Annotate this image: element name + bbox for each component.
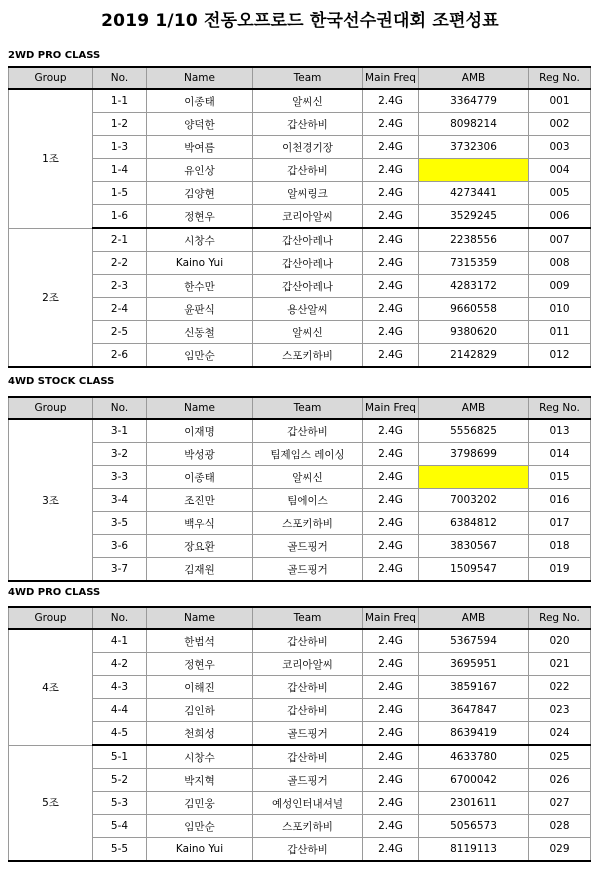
amb-cell: 7003202 [419,489,529,512]
team-cell: 알씨신 [253,321,363,344]
table-row [9,535,591,558]
no-cell: 5-4 [93,815,147,838]
reg-no-cell: 024 [529,722,591,746]
no-cell: 3-4 [93,489,147,512]
name-cell: Kaino Yui [147,252,253,275]
reg-no-cell: 001 [529,89,591,113]
amb-cell: 9660558 [419,298,529,321]
main-freq-cell: 2.4G [363,745,419,769]
reg-no-cell: 009 [529,275,591,298]
team-cell: 골드핑거 [253,558,363,582]
no-cell: 4-4 [93,699,147,722]
column-header-group: Group [9,397,93,419]
team-cell: 알씨신 [253,89,363,113]
amb-cell: 5556825 [419,419,529,443]
header-row [9,67,591,89]
table-row [9,558,591,582]
reg-no-cell: 005 [529,182,591,205]
main-freq-cell: 2.4G [363,489,419,512]
no-cell: 4-1 [93,629,147,653]
class-table [8,396,591,582]
group-cell: 3조 [9,419,93,581]
no-cell: 3-7 [93,558,147,582]
table-row [9,275,591,298]
amb-cell: 3529245 [419,205,529,229]
table-row [9,89,591,113]
table-row [9,489,591,512]
name-cell: 임만순 [147,344,253,368]
reg-no-cell: 010 [529,298,591,321]
table-row [9,815,591,838]
reg-no-cell: 023 [529,699,591,722]
no-cell: 2-3 [93,275,147,298]
reg-no-cell: 029 [529,838,591,862]
amb-cell: 2238556 [419,228,529,252]
group-cell: 4조 [9,629,93,745]
team-cell: 갑산하비 [253,676,363,699]
no-cell: 1-2 [93,113,147,136]
no-cell: 4-3 [93,676,147,699]
table-row [9,159,591,182]
table-row [9,228,591,252]
amb-cell: 4283172 [419,275,529,298]
main-freq-cell: 2.4G [363,182,419,205]
team-cell: 갑산아레나 [253,275,363,298]
no-cell: 5-1 [93,745,147,769]
amb-cell: 3798699 [419,443,529,466]
name-cell: 시창수 [147,745,253,769]
reg-no-cell: 013 [529,419,591,443]
table-row [9,512,591,535]
table-row [9,699,591,722]
column-header-amb: AMB [419,607,529,629]
main-freq-cell: 2.4G [363,344,419,368]
main-freq-cell: 2.4G [363,228,419,252]
class-label: 2WD PRO CLASS [8,50,101,61]
name-cell: 한수만 [147,275,253,298]
main-freq-cell: 2.4G [363,89,419,113]
table-row [9,466,591,489]
main-freq-cell: 2.4G [363,815,419,838]
main-freq-cell: 2.4G [363,205,419,229]
reg-no-cell: 026 [529,769,591,792]
no-cell: 2-2 [93,252,147,275]
group-cell: 5조 [9,745,93,861]
table-row [9,676,591,699]
no-cell: 2-1 [93,228,147,252]
amb-cell: 7315359 [419,252,529,275]
main-freq-cell: 2.4G [363,321,419,344]
name-cell: 이종태 [147,89,253,113]
column-header-name: Name [147,397,253,419]
team-cell: 알씨링크 [253,182,363,205]
name-cell: 김민웅 [147,792,253,815]
table-row [9,629,591,653]
name-cell: 박성광 [147,443,253,466]
table-row [9,838,591,862]
column-header-team: Team [253,607,363,629]
header-row [9,397,591,419]
reg-no-cell: 027 [529,792,591,815]
no-cell: 3-6 [93,535,147,558]
team-cell: 갑산하비 [253,419,363,443]
amb-cell: 9380620 [419,321,529,344]
amb-cell: 3830567 [419,535,529,558]
reg-no-cell: 025 [529,745,591,769]
header-row [9,607,591,629]
reg-no-cell: 020 [529,629,591,653]
column-header-team: Team [253,397,363,419]
amb-cell [419,159,529,182]
name-cell: 백우식 [147,512,253,535]
table-row [9,113,591,136]
amb-cell: 5056573 [419,815,529,838]
team-cell: 알씨신 [253,466,363,489]
table-row [9,205,591,229]
name-cell: 정현우 [147,205,253,229]
amb-cell: 8098214 [419,113,529,136]
table-row [9,443,591,466]
name-cell: 임만순 [147,815,253,838]
amb-cell: 3859167 [419,676,529,699]
name-cell: 윤판식 [147,298,253,321]
class-label: 4WD STOCK CLASS [8,376,115,387]
no-cell: 5-2 [93,769,147,792]
team-cell: 팀제임스 레이싱 [253,443,363,466]
team-cell: 갑산하비 [253,745,363,769]
reg-no-cell: 017 [529,512,591,535]
main-freq-cell: 2.4G [363,676,419,699]
main-freq-cell: 2.4G [363,466,419,489]
reg-no-cell: 006 [529,205,591,229]
main-freq-cell: 2.4G [363,252,419,275]
column-header-group: Group [9,67,93,89]
team-cell: 갑산하비 [253,113,363,136]
main-freq-cell: 2.4G [363,535,419,558]
column-header-amb: AMB [419,67,529,89]
main-freq-cell: 2.4G [363,629,419,653]
column-header-name: Name [147,67,253,89]
reg-no-cell: 021 [529,653,591,676]
main-freq-cell: 2.4G [363,275,419,298]
main-freq-cell: 2.4G [363,159,419,182]
table-row [9,769,591,792]
no-cell: 2-4 [93,298,147,321]
no-cell: 3-5 [93,512,147,535]
column-header-amb: AMB [419,397,529,419]
name-cell: 박지혁 [147,769,253,792]
amb-cell: 1509547 [419,558,529,582]
reg-no-cell: 008 [529,252,591,275]
reg-no-cell: 015 [529,466,591,489]
main-freq-cell: 2.4G [363,113,419,136]
name-cell: 조진만 [147,489,253,512]
main-freq-cell: 2.4G [363,838,419,862]
column-header-main-freq: Main Freq [363,397,419,419]
name-cell: 박여름 [147,136,253,159]
reg-no-cell: 022 [529,676,591,699]
reg-no-cell: 002 [529,113,591,136]
main-freq-cell: 2.4G [363,722,419,746]
name-cell: 이재명 [147,419,253,443]
team-cell: 코리아알씨 [253,205,363,229]
main-freq-cell: 2.4G [363,699,419,722]
amb-cell: 3364779 [419,89,529,113]
no-cell: 2-5 [93,321,147,344]
name-cell: 유인상 [147,159,253,182]
no-cell: 3-3 [93,466,147,489]
table-row [9,792,591,815]
name-cell: 장요환 [147,535,253,558]
no-cell: 1-6 [93,205,147,229]
name-cell: Kaino Yui [147,838,253,862]
column-header-name: Name [147,607,253,629]
team-cell: 팀에이스 [253,489,363,512]
amb-cell [419,466,529,489]
table-row [9,298,591,321]
team-cell: 골드핑거 [253,722,363,746]
column-header-reg-no: Reg No. [529,67,591,89]
reg-no-cell: 004 [529,159,591,182]
no-cell: 3-2 [93,443,147,466]
class-label: 4WD PRO CLASS [8,587,101,598]
team-cell: 갑산하비 [253,629,363,653]
name-cell: 시창수 [147,228,253,252]
team-cell: 스포키하비 [253,344,363,368]
no-cell: 5-5 [93,838,147,862]
column-header-no: No. [93,607,147,629]
name-cell: 한범석 [147,629,253,653]
team-cell: 이천경기장 [253,136,363,159]
table-row [9,344,591,368]
no-cell: 3-1 [93,419,147,443]
amb-cell: 4633780 [419,745,529,769]
team-cell: 골드핑거 [253,769,363,792]
team-cell: 예성인터내셔널 [253,792,363,815]
name-cell: 신동철 [147,321,253,344]
name-cell: 김재원 [147,558,253,582]
no-cell: 4-5 [93,722,147,746]
team-cell: 갑산하비 [253,838,363,862]
amb-cell: 2301611 [419,792,529,815]
class-table [8,66,591,368]
name-cell: 천희성 [147,722,253,746]
name-cell: 이해진 [147,676,253,699]
team-cell: 갑산하비 [253,699,363,722]
main-freq-cell: 2.4G [363,136,419,159]
amb-cell: 8119113 [419,838,529,862]
main-freq-cell: 2.4G [363,512,419,535]
table-row [9,745,591,769]
no-cell: 1-5 [93,182,147,205]
column-header-reg-no: Reg No. [529,397,591,419]
column-header-main-freq: Main Freq [363,67,419,89]
name-cell: 김인하 [147,699,253,722]
amb-cell: 3647847 [419,699,529,722]
no-cell: 1-3 [93,136,147,159]
amb-cell: 6384812 [419,512,529,535]
no-cell: 2-6 [93,344,147,368]
table-row [9,182,591,205]
table-row [9,136,591,159]
class-table [8,606,591,862]
amb-cell: 5367594 [419,629,529,653]
team-cell: 스포키하비 [253,815,363,838]
team-cell: 갑산아레나 [253,252,363,275]
column-header-group: Group [9,607,93,629]
column-header-team: Team [253,67,363,89]
reg-no-cell: 014 [529,443,591,466]
team-cell: 골드핑거 [253,535,363,558]
no-cell: 1-1 [93,89,147,113]
main-freq-cell: 2.4G [363,419,419,443]
amb-cell: 3732306 [419,136,529,159]
main-freq-cell: 2.4G [363,769,419,792]
name-cell: 이종태 [147,466,253,489]
amb-cell: 6700042 [419,769,529,792]
amb-cell: 2142829 [419,344,529,368]
amb-cell: 3695951 [419,653,529,676]
name-cell: 정현우 [147,653,253,676]
table-row [9,252,591,275]
reg-no-cell: 016 [529,489,591,512]
team-cell: 갑산아레나 [253,228,363,252]
team-cell: 스포키하비 [253,512,363,535]
column-header-reg-no: Reg No. [529,607,591,629]
team-cell: 갑산하비 [253,159,363,182]
no-cell: 1-4 [93,159,147,182]
group-cell: 2조 [9,228,93,367]
name-cell: 김양현 [147,182,253,205]
amb-cell: 4273441 [419,182,529,205]
page-title: 2019 1/10 전동오프로드 한국선수권대회 조편성표 [101,11,499,31]
main-freq-cell: 2.4G [363,298,419,321]
column-header-no: No. [93,397,147,419]
main-freq-cell: 2.4G [363,792,419,815]
table-row [9,321,591,344]
no-cell: 4-2 [93,653,147,676]
name-cell: 양덕한 [147,113,253,136]
main-freq-cell: 2.4G [363,443,419,466]
main-freq-cell: 2.4G [363,653,419,676]
reg-no-cell: 007 [529,228,591,252]
table-row [9,722,591,746]
reg-no-cell: 012 [529,344,591,368]
reg-no-cell: 011 [529,321,591,344]
main-freq-cell: 2.4G [363,558,419,582]
table-row [9,653,591,676]
reg-no-cell: 028 [529,815,591,838]
column-header-main-freq: Main Freq [363,607,419,629]
team-cell: 용산알씨 [253,298,363,321]
no-cell: 5-3 [93,792,147,815]
table-row [9,419,591,443]
amb-cell: 8639419 [419,722,529,746]
reg-no-cell: 018 [529,535,591,558]
group-cell: 1조 [9,89,93,228]
reg-no-cell: 003 [529,136,591,159]
reg-no-cell: 019 [529,558,591,582]
column-header-no: No. [93,67,147,89]
team-cell: 코리아알씨 [253,653,363,676]
